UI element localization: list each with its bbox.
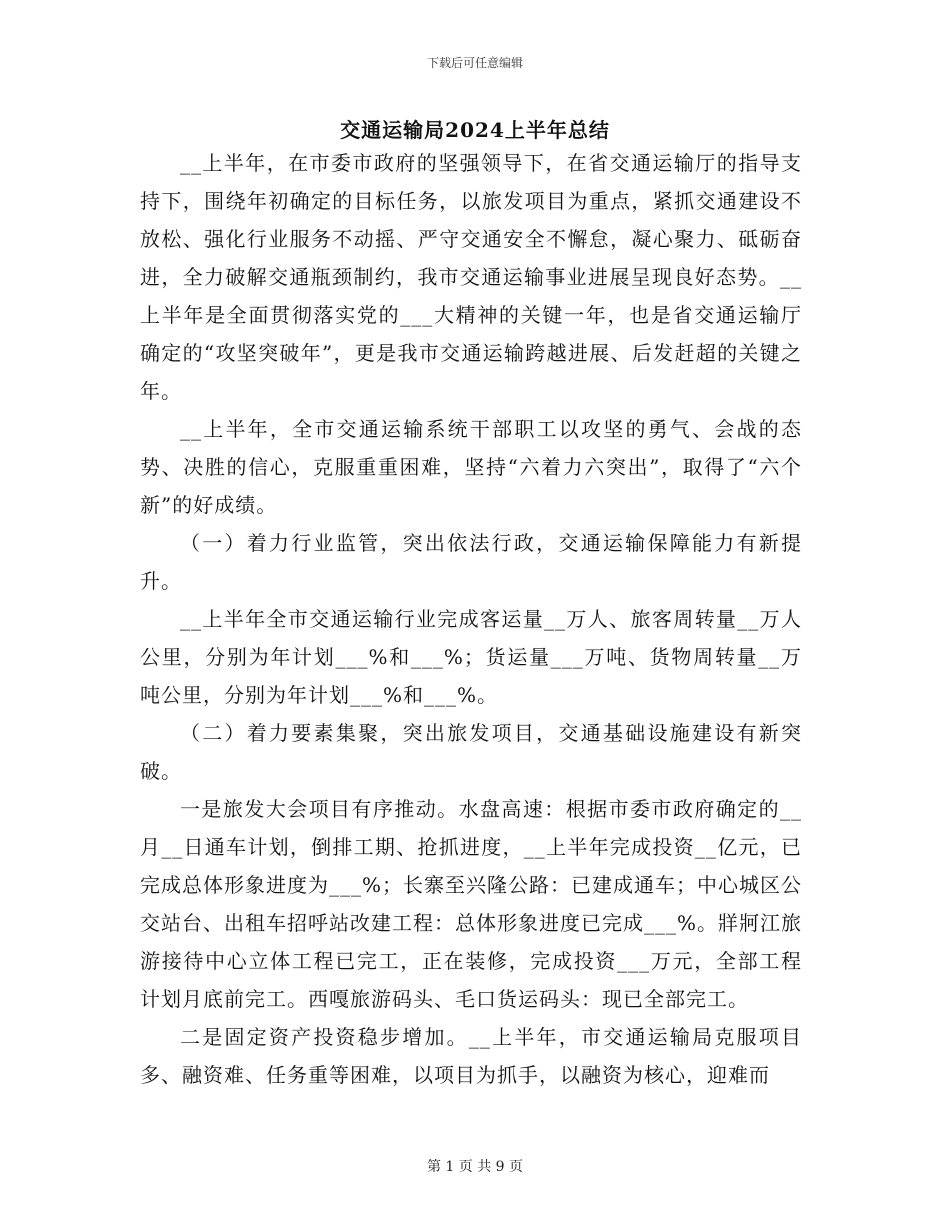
paragraph-intro: __上半年，在市委市政府的坚强领导下，在省交通运输厅的指导支持下，围绕年初确定的目标任务，以旅发项目为重点，紧抓交通建设不放松、强化行业服务不动摇、严守交通安全不懈怠，凝心聚力、砥砺奋进，全力破解交通瓶颈制约，我市交通运输事业进展呈现良好态势。__上半年是全面贯彻落实党的___大精神的关键一年，也是省交通运输厅确定的“攻坚突破年”，更是我市交通运输跨越进展、后发赶超的关键之年。: [140, 151, 802, 403]
paragraph-projects: 一是旅发大会项目有序推动。水盘高速：根据市委市政府确定的__月__日通车计划，倒排工期、抢抓进度，__上半年完成投资__亿元，已完成总体形象进度为___%；长寨至兴隆公路：已建成通车；中心城区公交站台、出租车招呼站改建工程：总体形象进度已完成___%。牂牁江旅游接待中心立体工程已完工，正在装修，完成投资___万元，全部工程计划月底前完工。西嘎旅游码头、毛口货运码头：现已全部完工。: [140, 797, 803, 1011]
paragraph-transport-volume: __上半年全市交通运输行业完成客运量__万人、旅客周转量__万人公里，分别为年计划___%和___%；货运量___万吨、货物周转量__万吨公里，分别为年计划___%和___%。: [140, 607, 802, 707]
document-title: 交通运输局2024上半年总结: [340, 118, 610, 142]
section-heading-1: （一）着力行业监管，突出依法行政，交通运输保障能力有新提升。: [140, 531, 802, 593]
section-heading-2: （二）着力要素集聚，突出旅发项目，交通基础设施建设有新突破。: [140, 721, 802, 783]
paragraph-investment: 二是固定资产投资稳步增加。__上半年，市交通运输局克服项目多、融资难、任务重等困难，以项目为抓手，以融资为核心，迎难而: [140, 1025, 802, 1087]
header-note: 下载后可任意编辑: [426, 56, 523, 70]
paragraph-summary: __上半年，全市交通运输系统干部职工以攻坚的勇气、会战的态势、决胜的信心，克服重重困难，坚持“六着力六突出”，取得了“六个新”的好成绩。: [140, 417, 802, 517]
document-body: [140, 144, 802, 1094]
page-number: 第 1 页 共 9 页: [426, 1159, 524, 1175]
